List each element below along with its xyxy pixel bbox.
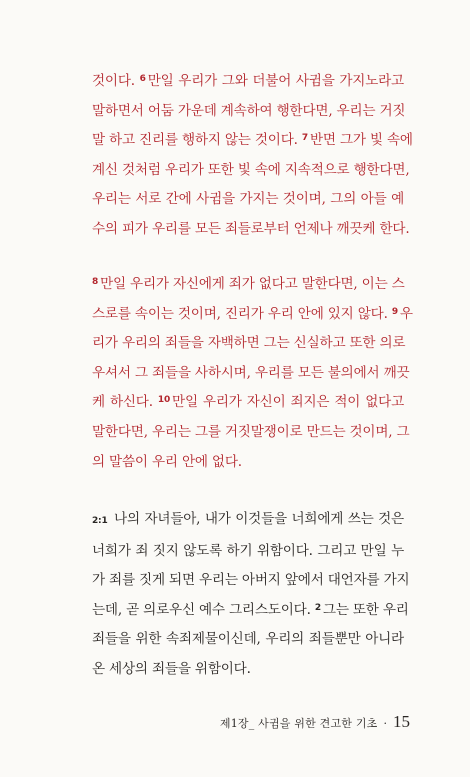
- text-line: [92, 418, 410, 448]
- page-footer: [220, 712, 410, 732]
- verse-number: 2: [314, 602, 321, 613]
- text-run: 의 말씀이 우리 안에 없다.: [92, 453, 242, 470]
- text-run: 우: [399, 305, 413, 322]
- paragraph-2: [92, 270, 413, 477]
- text-line: [92, 329, 404, 359]
- text-run: 우셔서 그 죄들을 사하시며, 우리를 모든 불의에서 깨끗: [92, 364, 410, 381]
- footer-separator: ·: [383, 717, 387, 730]
- text-run: 우리는 서로 간에 사귐을 가지는 것이며, 그의 아들 예: [92, 191, 404, 208]
- verse-number: 7: [301, 133, 308, 144]
- text-line: [92, 300, 413, 330]
- text-run: 말 하고 진리를 행하지 않는 것이다.: [92, 132, 302, 149]
- chapter-verse-number: 2:1: [92, 516, 108, 526]
- verse-number: 10: [157, 395, 171, 406]
- text-run: 만일 우리가 자신에게 죄가 없다고 말한다면, 이는 스: [100, 276, 405, 292]
- verse-number: 6: [139, 74, 146, 84]
- text-line: [92, 448, 404, 478]
- text-run: 만일 우리가 자신이 죄지은 적이 없다고: [172, 394, 405, 411]
- text-run: 케 하신다.: [92, 394, 158, 411]
- text-run: 가 죄를 짓게 되면 우리는 아버지 앞에서 대언자를 가지: [92, 572, 410, 589]
- text-line: [92, 156, 410, 186]
- text-run: 만일 우리가 그와 더불어 사귐을 가지노라고: [147, 73, 404, 89]
- text-line: [92, 388, 404, 418]
- text-run: 나의 자녀들아, 내가 이것들을 너희에게 쓰는 것은: [109, 511, 404, 527]
- verse-number: 8: [92, 277, 99, 287]
- text-line: [92, 596, 409, 626]
- text-line: [92, 97, 404, 127]
- text-line: [92, 566, 410, 596]
- text-line: [92, 67, 404, 97]
- text-line: [92, 537, 404, 567]
- verse-number: 9: [391, 306, 398, 317]
- text-run: 말한다면, 우리는 그를 거짓말쟁이로 만드는 것이며, 그: [92, 423, 410, 440]
- text-run: 죄들을 위한 속죄제물이신데, 우리의 죄들뿐만 아니라: [92, 631, 404, 648]
- paragraph-3: [92, 505, 410, 685]
- text-run: 너희가 죄 짓지 않도록 하기 위함이다. 그리고 만일 누: [92, 542, 404, 559]
- text-line: [92, 505, 404, 537]
- text-line: [92, 215, 410, 245]
- text-run: 반면 그가 빛 속에: [309, 132, 413, 149]
- text-run: 그는 또한 우리: [322, 601, 409, 618]
- text-line: [92, 270, 404, 300]
- text-run: 말하면서 어둠 가운데 계속하여 행한다면, 우리는 거짓: [92, 102, 406, 119]
- page-number: 15: [393, 712, 410, 731]
- text-line: [92, 625, 404, 655]
- text-line: [92, 359, 410, 389]
- text-run: 것이다.: [92, 73, 140, 89]
- running-chapter-title: 제1장_ 사귐을 위한 견고한 기초: [219, 717, 378, 730]
- text-run: 계신 것처럼 우리가 또한 빛 속에 지속적으로 행한다면,: [92, 161, 410, 178]
- text-line: [92, 655, 404, 685]
- text-run: 온 세상의 죄들을 위함이다.: [92, 660, 251, 677]
- text-line: [92, 126, 413, 156]
- text-run: 수의 피가 우리를 모든 죄들로부터 언제나 깨끗케 한다.: [92, 220, 410, 237]
- text-run: 스로를 속이는 것이며, 진리가 우리 안에 있지 않다.: [92, 305, 392, 322]
- text-run: 리가 우리의 죄들을 자백하면 그는 신실하고 또한 의로: [92, 335, 406, 352]
- text-line: [92, 185, 404, 215]
- paragraph-1: [92, 67, 413, 245]
- text-run: 는데, 곧 의로우신 예수 그리스도이다.: [92, 601, 315, 618]
